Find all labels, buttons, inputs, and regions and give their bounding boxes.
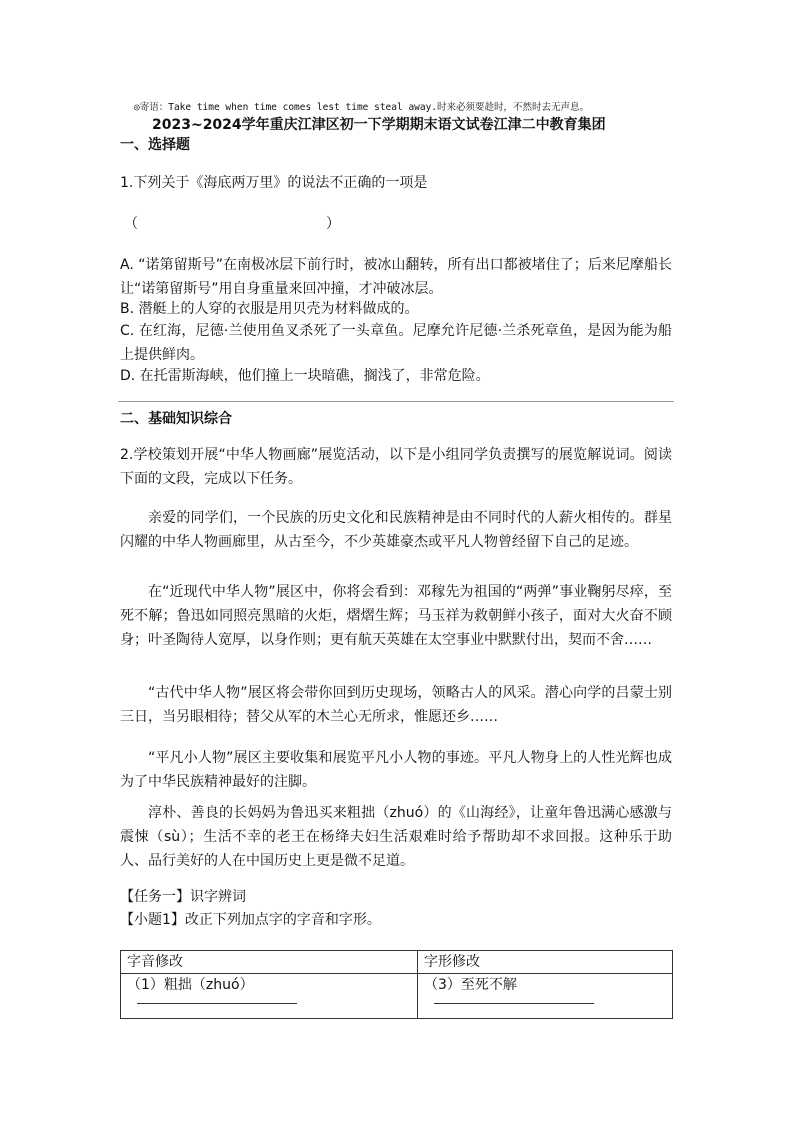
passage-paragraph-4: “平凡小人物”展区主要收集和展览平凡小人物的事迹。平凡人物身上的人性光辉也成为了中华民族精神最好的注脚。 (120, 750, 672, 790)
option-d: D. 在托雷斯海峡，他们撞上一块暗礁，搁浅了，非常危险。 (120, 368, 490, 384)
answer-bracket-open: （ (124, 216, 138, 232)
question-2-intro: 2.学校策划开展“中华人物画廊”展览活动，以下是小组同学负责撰写的展览解说词。阅读下面的文段，完成以下任务。 (120, 447, 672, 487)
passage-paragraph-1: 亲爱的同学们，一个民族的历史文化和民族精神是由不同时代的人薪火相传的。群星闪耀的中华人物画廊里，从古至今，不少英雄豪杰或平凡人物曾经留下自己的足迹。 (120, 510, 672, 550)
answer-blank-1[interactable] (137, 1003, 297, 1004)
passage-paragraph-5: 淳朴、善良的长妈妈为鲁迅买来粗拙（zhuó）的《山海经》，让童年鲁迅满心感激与震悚（sù）；生活不幸的老王在杨绛夫妇生活艰难时给予帮助却不求回报。这种乐于助人、品行美好的人在中国历史上更是微不足道。 (120, 805, 672, 869)
motto-line: ◎寄语：Take time when time comes lest time steal away.时来必须要趁时，不然时去无声息。 (134, 102, 590, 113)
question-1-stem: 1.下列关于《海底两万里》的说法不正确的一项是 (120, 175, 428, 191)
table-header-pronunciation: 字音修改 (121, 951, 418, 974)
option-b: B. 潜艇上的人穿的衣服是用贝壳为材料做成的。 (120, 301, 419, 317)
item-1-text: （1）粗拙（zhuó） (127, 977, 254, 993)
table-header-character: 字形修改 (418, 951, 673, 974)
table-cell-pronunciation (121, 974, 418, 1019)
exam-title: 2023~2024学年重庆江津区初一下学期期末语文试卷江津二中教育集团 (152, 117, 606, 133)
answer-blank-3[interactable] (434, 1003, 594, 1004)
answer-table (120, 950, 673, 1019)
section-divider (118, 401, 674, 402)
table-cell-character (418, 974, 673, 1019)
answer-bracket-close: ） (326, 216, 340, 232)
option-a: A. “诺第留斯号”在南极冰层下前行时，被冰山翻转，所有出口都被堵住了；后来尼摩船长让“诺第留斯号”用自身重量来回冲撞，才冲破冰层。 (120, 257, 672, 297)
option-c: C. 在红海，尼德·兰使用鱼叉杀死了一头章鱼。尼摩允许尼德·兰杀死章鱼，是因为能为船上提供鲜肉。 (120, 323, 672, 363)
item-3-text: （3）至死不解 (424, 977, 517, 993)
passage-paragraph-2: 在“近现代中华人物”展区中，你将会看到：邓稼先为祖国的“两弹”事业鞠躬尽瘁，至死不解；鲁迅如同照亮黑暗的火炬，熠熠生辉；马玉祥为救朝鲜小孩子，面对大火奋不顾身；叶圣陶待人宽厚，以身作则；更有航天英雄在太空事业中默默付出，契而不舍…… (120, 584, 672, 648)
section-heading-choice: 一、选择题 (120, 137, 190, 153)
section-heading-basics: 二、基础知识综合 (120, 411, 232, 427)
subquestion-1: 【小题1】改正下列加点字的字音和字形。 (120, 912, 381, 928)
task-1-label: 【任务一】识字辨词 (120, 889, 246, 905)
passage-paragraph-3: “古代中华人物”展区将会带你回到历史现场，领略古人的风采。潜心向学的吕蒙士别三日，当另眼相待；替父从军的木兰心无所求，惟愿还乡…… (120, 685, 672, 725)
